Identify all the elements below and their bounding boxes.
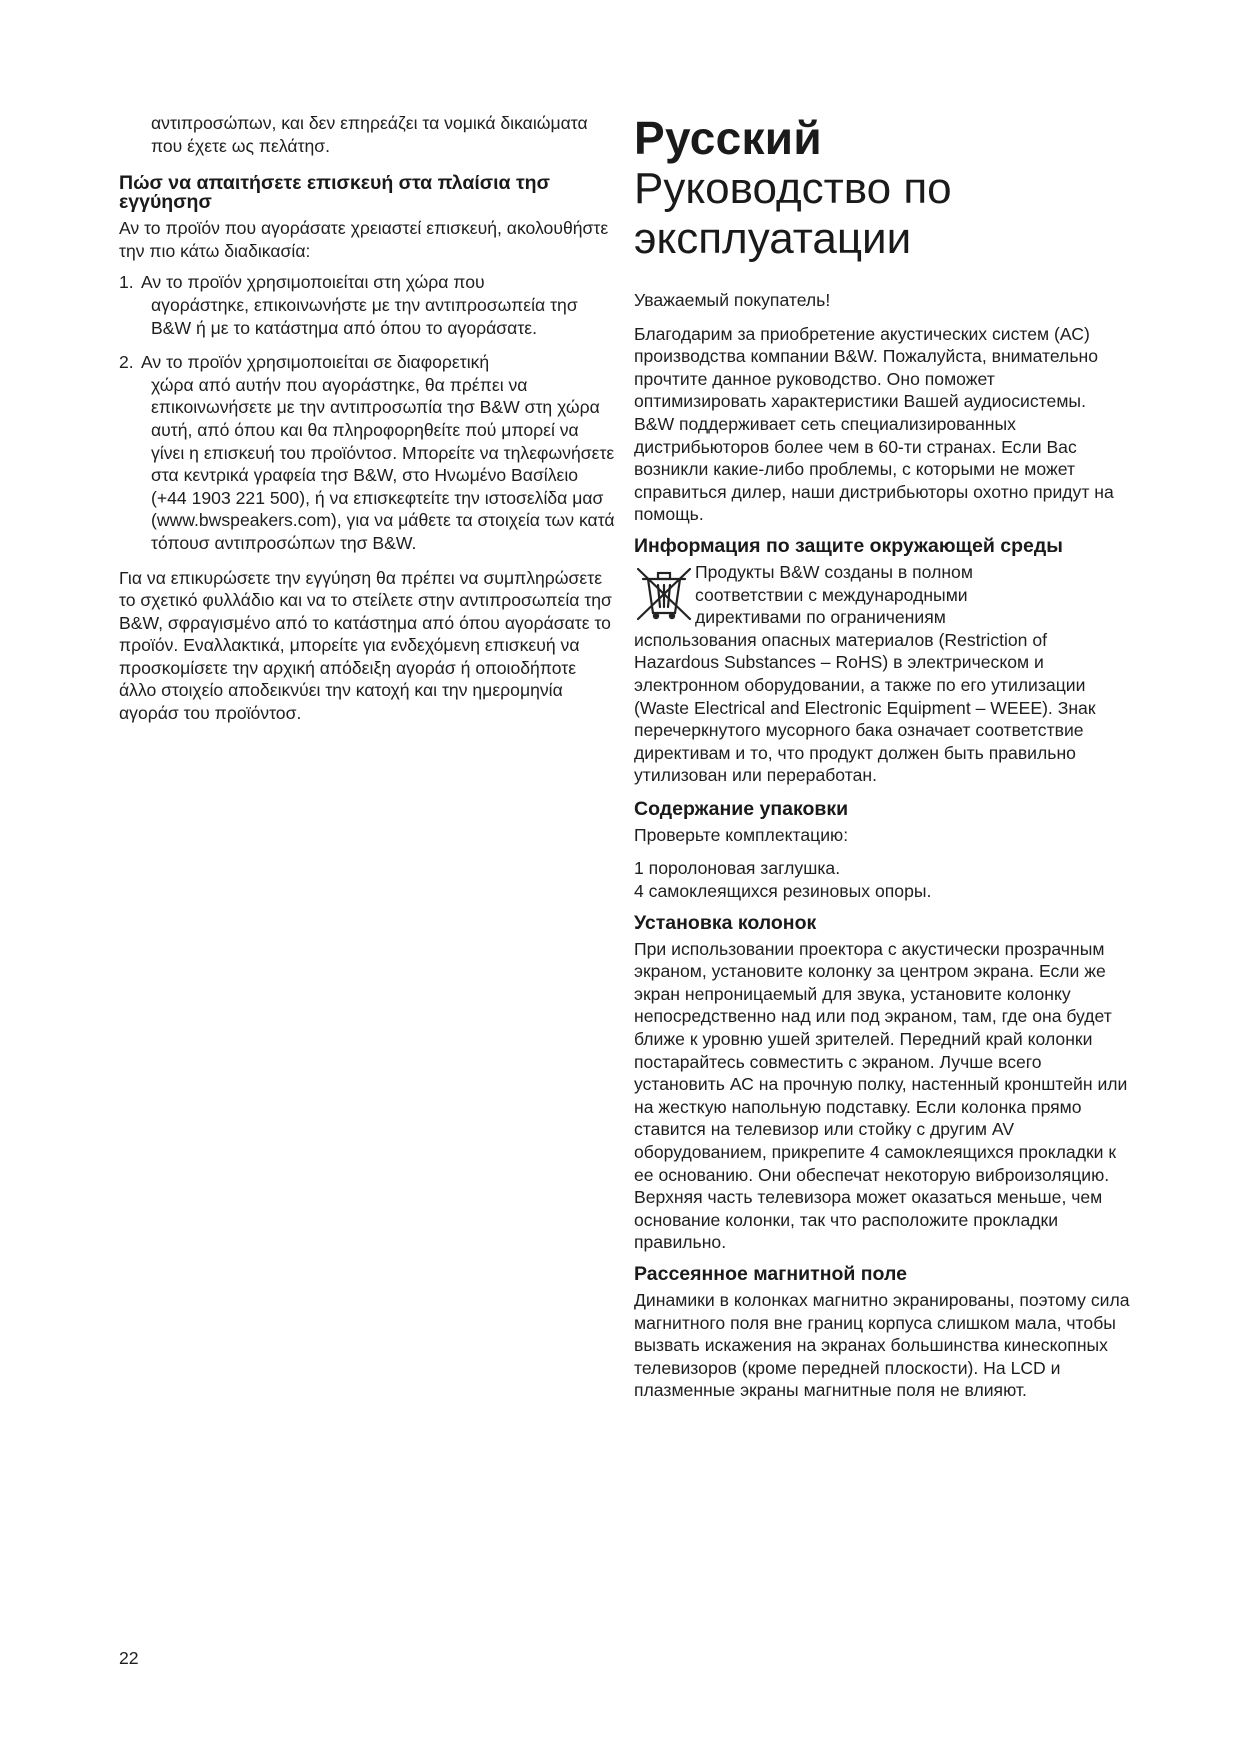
- page-number: 22: [119, 1648, 139, 1668]
- environment-line: Продукты B&W созданы в полном: [695, 561, 973, 582]
- magnetic-field-heading: Рассеянное магнитной поле: [634, 1262, 907, 1285]
- language-title: Русский: [634, 112, 822, 164]
- package-list: [634, 857, 1130, 902]
- warranty-steps-list: [119, 271, 616, 554]
- list-item-text-continued: αγοράστηκε, επικοινωνήστε με την αντιπροσωπεία τησ B&W ή με το κατάστημα από όπου το αγοράσατε.: [151, 294, 578, 338]
- list-item-number: 1.: [119, 272, 134, 293]
- greek-column: [119, 112, 616, 734]
- package-intro: Проверьте комплектацию:: [634, 824, 849, 845]
- russian-column: [634, 112, 1130, 1413]
- list-item-text: Αν το προϊόν χρησιμοποιείται στη χώρα που: [141, 272, 485, 293]
- warranty-intro-text: αντιπροσώπων, και δεν επηρεάζει τα νομικά δικαιώματα που έχετε ως πελάτησ.: [151, 113, 588, 156]
- greeting-text: Уважаемый покупатель!: [634, 290, 831, 310]
- installation-paragraph: При использовании проектора с акустически прозрачным экраном, установите колонку за центром экрана. Если же экран непроницаемый для звука, установите колонку непосредственно над или под экраном, там, где она будет ближе к уровню ушей зрителей. Передний край колонки постарайтесь совместить с экраном. Лучше всего установить АС на прочную полку, настенный кронштейн или на жесткую напольную подставку. Если колонка прямо ставится на телевизор или стойку с другим AV оборудованием, прикрепите 4 самоклеящихся прокладки к ее основанию. Они обеспечат некоторую виброизоляцию. Верхняя часть телевизора может оказаться меньше, чем основание колонки, так что расположите прокладки правильно.: [634, 938, 1128, 1253]
- list-item-number: 2.: [119, 352, 134, 373]
- warranty-validation-paragraph: Για να επικυρώσετε την εγγύηση θα πρέπει να συμπληρώσετε το σχετικό φυλλάδιο και να το στείλετε στην αντιπροσωπεία τησ B&W, σφραγισμένο από το κατάστημα από όπου αγοράσατε το προϊόν. Εναλλακτικά, μπορείτε για ενδεχόμενη επισκευή να προσκομίσετε την αρχική απόδειξη αγοράσ ή οποιοδήποτε άλλο στοιχείο αποδεικνύει την κατοχή και την ημερομηνία αγοράσ του προϊόντοσ.: [119, 567, 612, 724]
- magnetic-field-paragraph: Динамики в колонках магнитно экранированы, поэтому сила магнитного поля вне границ корпуса слишком мала, чтобы вызвать искажения на экранах большинства кинескопных телевизоров (кроме передней плоскости). На LCD и плазменные экраны магнитные поля не влияют.: [634, 1289, 1130, 1401]
- warranty-repair-paragraph: Αν το προϊόν που αγοράσατε χρειαστεί επισκευή, ακολουθήστε την πιο κάτω διαδικασία:: [119, 218, 609, 261]
- warranty-repair-heading: Πώσ να απαιτήσετε επισκευή στα πλαίσια τησ εγγύησησ: [119, 172, 550, 214]
- list-item: [119, 271, 616, 339]
- list-item-text: Αν το προϊόν χρησιμοποιείται σε διαφορετική: [141, 352, 490, 373]
- list-item: [119, 351, 616, 554]
- environment-paragraph: [634, 561, 1130, 787]
- thanks-paragraph: Благодарим за приобретение акустических систем (АС) производства компании B&W. Пожалуйста, внимательно прочтите данное руководство. Оно поможет оптимизировать характеристики Вашей аудиосистемы. B&W поддерживает сеть специализированных дистрибьюторов более чем в 60-ти странах. Если Вас возникли какие-либо проблемы, с которыми не может справиться дилер, наши дистрибьюторы охотно придут на помощь.: [634, 323, 1114, 525]
- list-item-text-continued: χώρα από αυτήν που αγοράστηκε, θα πρέπει να επικοινωνήσετε με την αντιπροσωπία τησ B&W στη χώρα αυτή, από όπου και θα πληροφορηθείτε πού μπορεί να γίνει η επισκευή του προϊόντοσ. Μπορείτε να τηλεφωνήσετε στα κεντρικά γραφεία τησ B&W, στο Ηνωμένο Βασίλειο (+44 1903 221 500), ή να επισκεφτείτε την ιστοσελίδα μασ (www.bwspeakers.com), για να μάθετε τα στοιχεία των κατά τόπουσ αντιπροσώπων τησ B&W.: [151, 374, 615, 553]
- crossed-out-bin-icon: [634, 563, 694, 623]
- environment-line: директивами по ограничениям: [695, 607, 946, 628]
- list-item: 1 поролоновая заглушка.: [634, 858, 841, 879]
- manual-subtitle: Руководство по эксплуатации: [634, 164, 952, 263]
- list-item: 4 самоклеящихся резиновых опоры.: [634, 881, 932, 902]
- package-heading: Содержание упаковки: [634, 797, 849, 820]
- environment-heading: Информация по защите окружающей среды: [634, 534, 1063, 557]
- environment-line: соответствии с международными: [695, 584, 968, 605]
- installation-heading: Установка колонок: [634, 911, 817, 934]
- environment-section: [634, 561, 1130, 787]
- environment-text-continued: использования опасных материалов (Restriction of Hazardous Substances – RoHS) в электрическом и электронном оборудовании, а также по его утилизации (Waste Electrical and Electronic Equipment – WEEE). Знак перечеркнутого мусорного бака означает соответствие директивам и то, что продукт должен быть правильно утилизован или переработан.: [634, 629, 1096, 786]
